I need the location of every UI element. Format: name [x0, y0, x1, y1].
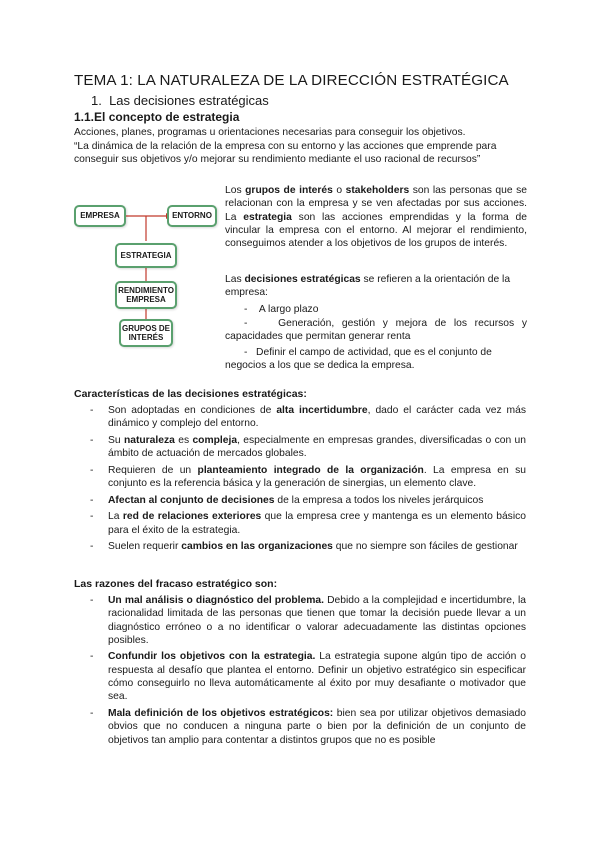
dash-marker: - — [90, 595, 94, 606]
term-decisiones-estrategicas: decisiones estratégicas — [244, 274, 361, 285]
text-bold: cambios en las organizaciones — [181, 541, 333, 553]
orientation-item-text: Definir el campo de actividad, que es el conjunto de negocios a los que se dedica la empresa. — [225, 347, 492, 372]
text-run: que no siempre son fáciles de gestionar — [332, 541, 518, 553]
text-bold: naturaleza — [123, 434, 175, 446]
list-item — [74, 594, 526, 647]
text-run: Su — [108, 434, 124, 446]
caracteristicas-list — [74, 404, 526, 557]
section-number: 1. — [91, 93, 102, 108]
text-bold: Un mal análisis o diagnóstico del problema. — [108, 595, 324, 606]
term-stakeholders: stakeholders — [345, 185, 410, 196]
dash-marker: - — [90, 464, 94, 476]
text-run: son las acciones emprendidas y la forma de vincular la empresa con el entorno. Al mejorar el rendimiento, conseguimos atender a los objetivos de los grupos de interés. — [225, 211, 527, 250]
dash-marker: - — [90, 651, 94, 663]
dash-marker: - — [244, 347, 248, 358]
text-run: es — [174, 434, 193, 446]
text-bold: Mala definición de los objetivos estratégicos: — [108, 707, 334, 719]
text-run: La estrategia supone algún tipo de acción o respuesta al desafío que plantea el entorno. Definir un objetivo estratégico sin especificar cómo conseguirlo no lleva automáticamente al éxito por muy desafiante o motivador que sea. — [108, 651, 526, 703]
section-label: Las decisiones estratégicas — [109, 93, 269, 108]
box-estrategia: ESTRATEGIA — [115, 243, 177, 268]
text-run: o — [332, 185, 346, 196]
intro-line: Acciones, planes, programas u orientaciones necesarias para conseguir los objetivos. — [74, 127, 466, 138]
dash-marker: - — [90, 707, 94, 719]
term-estrategia: estrategia — [243, 211, 292, 223]
fracaso-title: Las razones del fracaso estratégico son: — [74, 578, 278, 590]
box-entorno: ENTORNO — [167, 205, 217, 227]
box-rendimiento: RENDIMIENTO EMPRESA — [115, 281, 177, 309]
text-run: , especialmente en empresas grandes, diversificadas o con un ámbito de actuación de mercados globales. — [108, 434, 526, 460]
text-bold: alta incertidumbre — [276, 405, 368, 416]
dash-marker: - — [90, 511, 94, 523]
text-run: Son adoptadas en condiciones de — [108, 405, 277, 416]
orientation-item-text: A largo plazo — [258, 304, 319, 315]
orientation-item-3 — [225, 346, 527, 373]
text-bold: planteamiento integrado de la organización — [197, 464, 424, 476]
box-grupos-interes: GRUPOS DE INTERÉS — [119, 319, 173, 347]
text-bold: red de relaciones exteriores — [122, 511, 262, 523]
text-bold: Confundir los objetivos con la estrategia. — [108, 651, 316, 663]
stakeholders-paragraph — [225, 184, 527, 250]
text-run: Debido a la complejidad e incertidumbre, la racionalidad limitada de las personas que tienen que tomar la decisión puede llevar a un diagnóstico erróneo o a no identificar o valorar adecuadamente las distintas opciones posibles. — [108, 595, 526, 646]
text-run: Las — [225, 274, 245, 285]
text-run: Requieren de un — [108, 464, 198, 476]
orientation-item-1 — [244, 303, 504, 316]
text-run: son las personas que se relacionan con la empresa y se ven afectadas por sus acciones. La — [225, 185, 527, 223]
text-run: Los — [225, 185, 246, 196]
dash-marker: - — [244, 318, 248, 329]
strategy-diagram — [74, 199, 219, 351]
text-run: se refieren a la orientación de la empresa: — [225, 274, 511, 299]
list-item — [74, 540, 526, 553]
orientation-item-2 — [225, 317, 527, 344]
text-run: Suelen requerir — [108, 541, 182, 553]
list-item — [74, 707, 526, 747]
text-bold: Afectan al conjunto de decisiones — [108, 494, 275, 506]
list-item — [74, 494, 526, 507]
decisiones-paragraph — [225, 273, 527, 300]
dash-marker: - — [90, 405, 94, 416]
text-run: , dado el carácter cada vez más dinámico y complejo del entorno. — [108, 405, 526, 430]
text-bold: compleja — [192, 434, 238, 446]
list-item — [74, 404, 526, 431]
caracteristicas-title: Características de las decisiones estratégicas: — [74, 388, 307, 400]
text-run: La — [108, 511, 123, 523]
text-run: . La empresa en su conjunto es la referencia básica y la generación de sinergias, un elemento clave. — [108, 464, 526, 490]
dash-marker: - — [90, 434, 94, 446]
intro-quote: “La dinámica de la relación de la empresa con su entorno y las acciones que emprende para conseguir sus objetivos y/o mejorar su rendimiento mediante el uso racional de recursos” — [74, 140, 497, 165]
list-item — [74, 510, 526, 537]
subsection-heading: 1.1.El concepto de estrategia — [74, 110, 240, 124]
fracaso-list — [74, 594, 526, 750]
text-run: bien sea por utilizar objetivos demasiado obvios que no conducen a ninguna parte o bien por la definición de un conjunto de objetivos tan amplio para contentar a distintos grupos que no es posible — [108, 707, 526, 746]
term-grupos-interes: grupos de interés — [245, 185, 333, 196]
list-item — [74, 650, 526, 703]
dash-marker: - — [90, 494, 94, 506]
text-run: de la empresa a todos los niveles jerárquicos — [274, 494, 484, 506]
list-item — [74, 434, 526, 461]
dash-marker: - — [244, 304, 248, 315]
text-run: que la empresa cree y mantenga es un elemento básico para el éxito de la estrategia. — [108, 511, 526, 536]
dash-marker: - — [90, 541, 94, 553]
section-heading — [91, 93, 269, 108]
list-item — [74, 464, 526, 491]
page-title: TEMA 1: LA NATURALEZA DE LA DIRECCIÓN ESTRATÉGICA — [74, 72, 509, 89]
orientation-item-text: Generación, gestión y mejora de los recursos y capacidades que permitan generar renta — [225, 318, 527, 343]
box-empresa: EMPRESA — [74, 205, 126, 227]
